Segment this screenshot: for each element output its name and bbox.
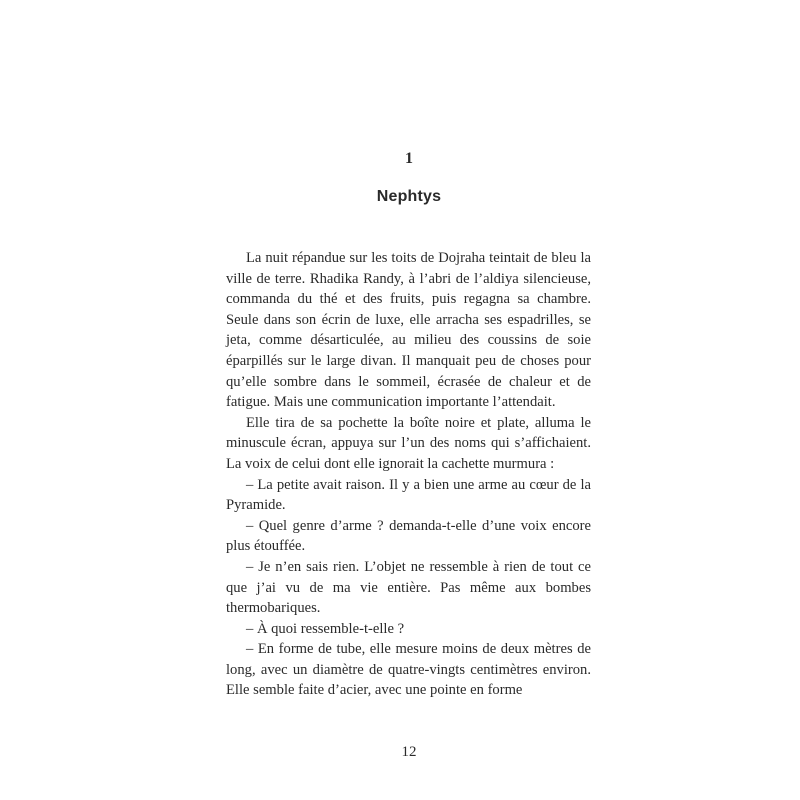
dialogue-line: – À quoi ressemble-t-elle ? bbox=[246, 620, 405, 637]
chapter-body bbox=[226, 248, 591, 701]
chapter-number: 1 bbox=[405, 150, 413, 167]
dialogue-line: – Quel genre d’arme ? demanda-t-elle d’une voix encore plus étouffée. bbox=[226, 517, 591, 555]
paragraph: Elle tira de sa pochette la boîte noire et plate, alluma le minuscule écran, appuya sur l’un des noms qui s’affichaient. La voix de celui dont elle ignorait la cachette murmura : bbox=[226, 414, 591, 472]
dialogue-line: – La petite avait raison. Il y a bien une arme au cœur de la Pyramide. bbox=[226, 476, 591, 514]
paragraph: La nuit répandue sur les toits de Dojraha teintait de bleu la ville de terre. Rhadika Randy, à l’abri de l’aldiya silencieuse, commanda du thé et des fruits, puis regagna sa chambre. Seule dans son écrin de luxe, elle arracha ses espadrilles, se jeta, comme désarticulée, au milieu des coussins de soie éparpillés sur le large divan. Il manquait peu de choses pour qu’elle sombre dans le sommeil, écrasée de chaleur et de fatigue. Mais une communication importante l’attendait. bbox=[226, 250, 591, 411]
dialogue-line: – En forme de tube, elle mesure moins de deux mètres de long, avec un diamètre de quatre-vingts centimètres environ. Elle semble faite d’acier, avec une pointe en forme bbox=[226, 641, 591, 699]
page-number: 12 bbox=[401, 744, 417, 760]
chapter-title: Nephtys bbox=[376, 188, 442, 205]
dialogue-line: – Je n’en sais rien. L’objet ne ressemble à rien de tout ce que j’ai vu de ma vie entière. Pas même aux bombes thermobariques. bbox=[226, 558, 591, 617]
